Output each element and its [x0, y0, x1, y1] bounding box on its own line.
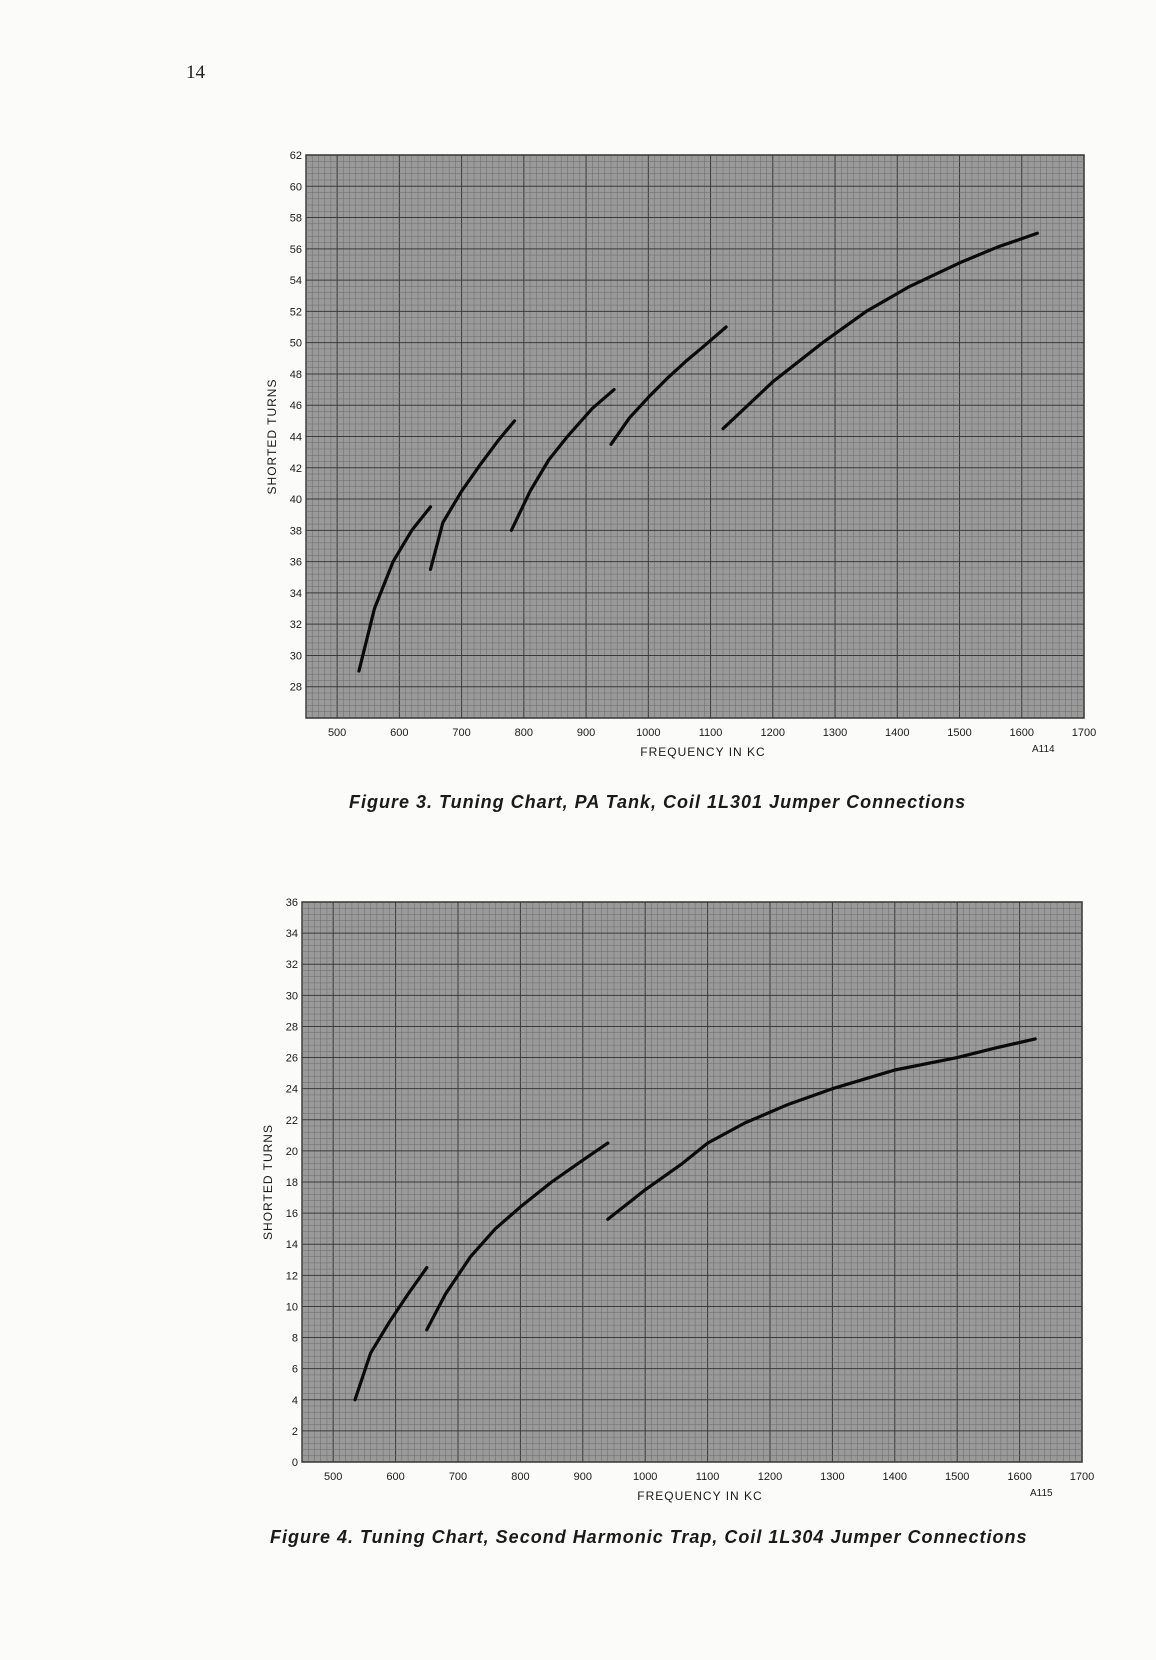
- x-tick-label: 1300: [820, 1471, 845, 1483]
- x-axis-label: FREQUENCY IN KC: [640, 745, 766, 759]
- x-tick-label: 1200: [757, 1471, 783, 1483]
- y-tick-label: 34: [289, 587, 302, 600]
- y-tick-label: 24: [285, 1083, 298, 1096]
- y-tick-label: 30: [289, 650, 302, 663]
- x-tick-label: 1500: [944, 1471, 970, 1483]
- y-tick-label: 56: [289, 243, 302, 256]
- y-tick-label: 34: [285, 928, 298, 941]
- y-tick-label: 2: [291, 1425, 298, 1438]
- y-tick-label: 28: [289, 681, 302, 694]
- y-tick-label: 40: [289, 494, 302, 507]
- x-tick-label: 600: [390, 727, 409, 739]
- y-tick-label: 48: [289, 368, 302, 381]
- x-tick-label: 1000: [632, 1471, 658, 1483]
- y-tick-label: 50: [289, 337, 302, 350]
- x-tick-label: 700: [452, 727, 471, 739]
- x-tick-label: 600: [386, 1471, 405, 1483]
- y-tick-label: 52: [289, 306, 302, 319]
- x-tick-label: 1300: [822, 727, 848, 739]
- y-tick-label: 0: [291, 1457, 298, 1469]
- y-tick-label: 18: [285, 1177, 298, 1189]
- figure-4-caption: Figure 4. Tuning Chart, Second Harmonic Trap, Coil 1L304 Jumper Connections: [270, 1527, 1028, 1547]
- x-tick-label: 1100: [695, 1471, 720, 1483]
- y-tick-label: 62: [289, 150, 302, 162]
- x-tick-label: 1700: [1069, 1471, 1095, 1483]
- y-tick-label: 36: [285, 897, 298, 909]
- y-tick-label: 26: [285, 1052, 298, 1065]
- y-tick-label: 38: [289, 525, 302, 538]
- page-number: 14: [186, 62, 205, 83]
- y-axis-label: SHORTED TURNS: [261, 1124, 275, 1240]
- figure-code: A115: [1030, 1488, 1053, 1499]
- y-tick-label: 10: [285, 1301, 298, 1314]
- x-tick-label: 800: [514, 727, 534, 739]
- x-tick-label: 1000: [636, 727, 661, 739]
- y-tick-label: 36: [289, 556, 302, 569]
- x-tick-label: 1700: [1071, 727, 1097, 739]
- x-tick-label: 1600: [1007, 1471, 1032, 1483]
- x-tick-label: 1400: [885, 727, 910, 739]
- y-tick-label: 22: [285, 1114, 298, 1127]
- y-tick-label: 8: [291, 1332, 298, 1345]
- x-tick-label: 500: [324, 1471, 343, 1483]
- x-tick-label: 1500: [947, 727, 972, 739]
- y-tick-label: 44: [289, 431, 302, 444]
- x-tick-label: 1200: [760, 727, 786, 739]
- y-tick-label: 60: [289, 181, 302, 194]
- x-tick-label: 900: [573, 1471, 592, 1483]
- figure-3-caption: Figure 3. Tuning Chart, PA Tank, Coil 1L301 Jumper Connections: [349, 792, 967, 812]
- x-tick-label: 500: [327, 727, 347, 739]
- x-axis-label: FREQUENCY IN KC: [637, 1489, 763, 1503]
- x-tick-label: 1400: [882, 1471, 908, 1483]
- x-tick-label: 900: [576, 727, 596, 739]
- y-tick-label: 12: [285, 1270, 298, 1283]
- x-tick-label: 1600: [1009, 727, 1035, 739]
- x-tick-label: 700: [448, 1471, 468, 1483]
- figure-code: A114: [1032, 744, 1055, 755]
- x-tick-label: 800: [511, 1471, 530, 1483]
- y-axis-label: SHORTED TURNS: [265, 378, 279, 495]
- y-tick-label: 46: [289, 400, 302, 413]
- y-tick-label: 58: [289, 212, 302, 225]
- y-tick-label: 4: [291, 1394, 298, 1407]
- y-tick-label: 32: [289, 619, 302, 632]
- y-tick-label: 6: [291, 1363, 298, 1376]
- y-tick-label: 20: [285, 1145, 298, 1158]
- y-tick-label: 32: [285, 959, 298, 972]
- y-tick-label: 42: [289, 462, 302, 475]
- x-tick-label: 1100: [698, 727, 723, 739]
- y-tick-label: 28: [285, 1021, 298, 1034]
- y-tick-label: 14: [285, 1239, 298, 1252]
- y-tick-label: 30: [285, 990, 298, 1003]
- y-tick-label: 16: [285, 1208, 298, 1221]
- y-tick-label: 54: [289, 275, 302, 288]
